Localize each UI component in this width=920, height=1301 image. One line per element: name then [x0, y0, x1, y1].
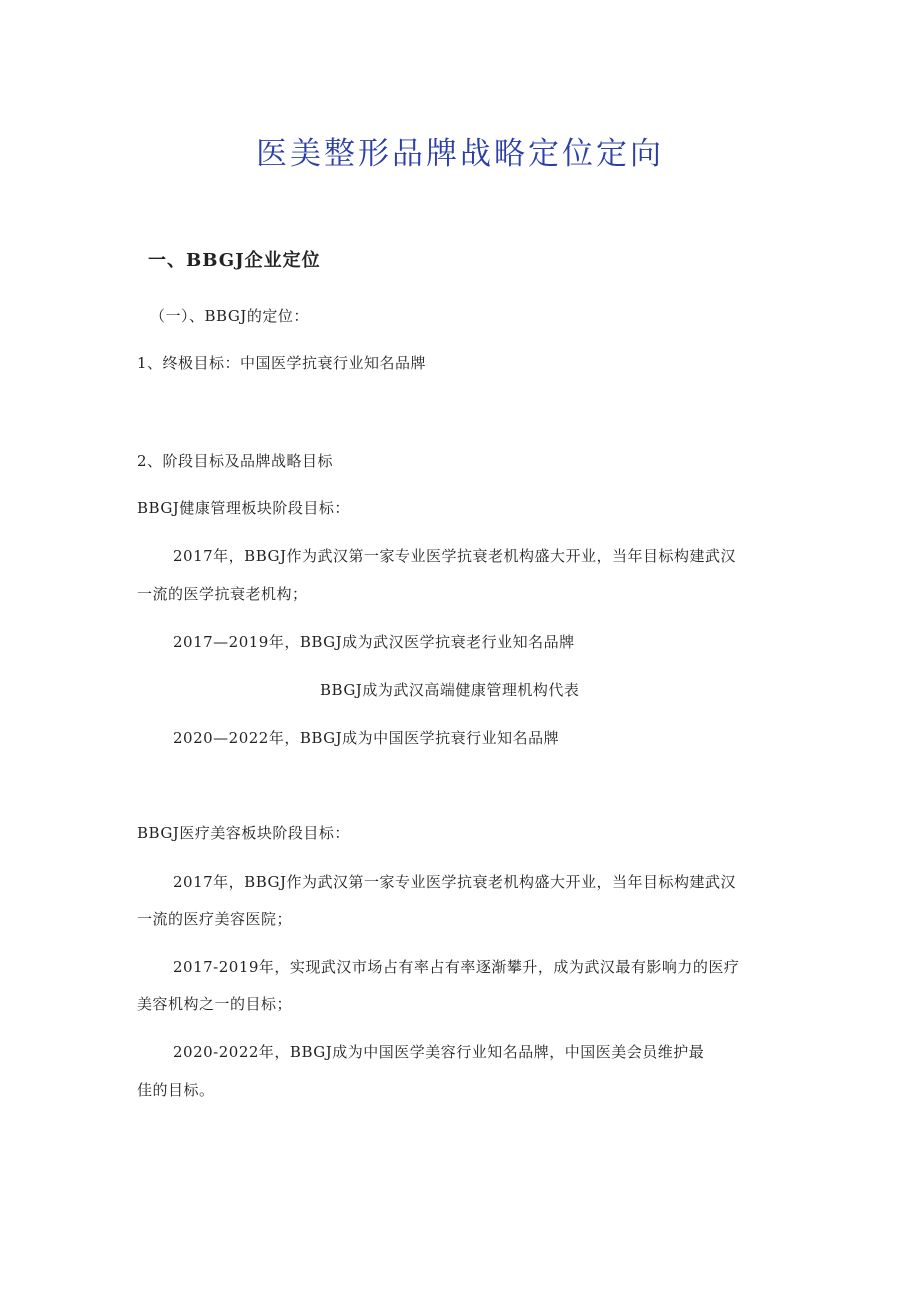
health-paragraph-1-line-1: 2017年，BBGJ作为武汉第一家专业医学抗衰老机构盛大开业，当年目标构建武汉 — [173, 547, 736, 565]
beauty-paragraph-1-line-2: 一流的医疗美容医院； — [137, 910, 293, 928]
health-paragraph-1-line-2: 一流的医学抗衰老机构； — [137, 585, 308, 603]
item-stage-goals: 2、阶段目标及品牌战略目标 — [137, 452, 334, 470]
health-block-heading: BBGJ健康管理板块阶段目标： — [137, 499, 350, 517]
beauty-paragraph-3-line-2: 佳的目标。 — [137, 1081, 215, 1099]
document-title: 医美整形品牌战略定位定向 — [256, 136, 664, 172]
section-heading: 一、BBGJ企业定位 — [148, 250, 321, 271]
subsection-heading: （一）、BBGJ的定位： — [150, 307, 309, 325]
health-paragraph-3: BBGJ成为武汉高端健康管理机构代表 — [320, 681, 580, 699]
beauty-paragraph-2-line-1: 2017-2019年，实现武汉市场占有率占有率逐渐攀升，成为武汉最有影响力的医疗 — [173, 958, 740, 976]
beauty-paragraph-2-line-2: 美容机构之一的目标； — [137, 995, 293, 1013]
health-paragraph-4: 2020—2022年，BBGJ成为中国医学抗衰行业知名品牌 — [173, 729, 560, 747]
beauty-paragraph-3-line-1: 2020-2022年，BBGJ成为中国医学美容行业知名品牌，中国医美会员维护最 — [173, 1043, 705, 1061]
beauty-block-heading: BBGJ医疗美容板块阶段目标： — [137, 824, 350, 842]
health-paragraph-2: 2017—2019年，BBGJ成为武汉医学抗衰老行业知名品牌 — [173, 633, 575, 651]
beauty-paragraph-1-line-1: 2017年，BBGJ作为武汉第一家专业医学抗衰老机构盛大开业，当年目标构建武汉 — [173, 873, 736, 891]
item-ultimate-goal: 1、终极目标：中国医学抗衰行业知名品牌 — [137, 354, 427, 372]
